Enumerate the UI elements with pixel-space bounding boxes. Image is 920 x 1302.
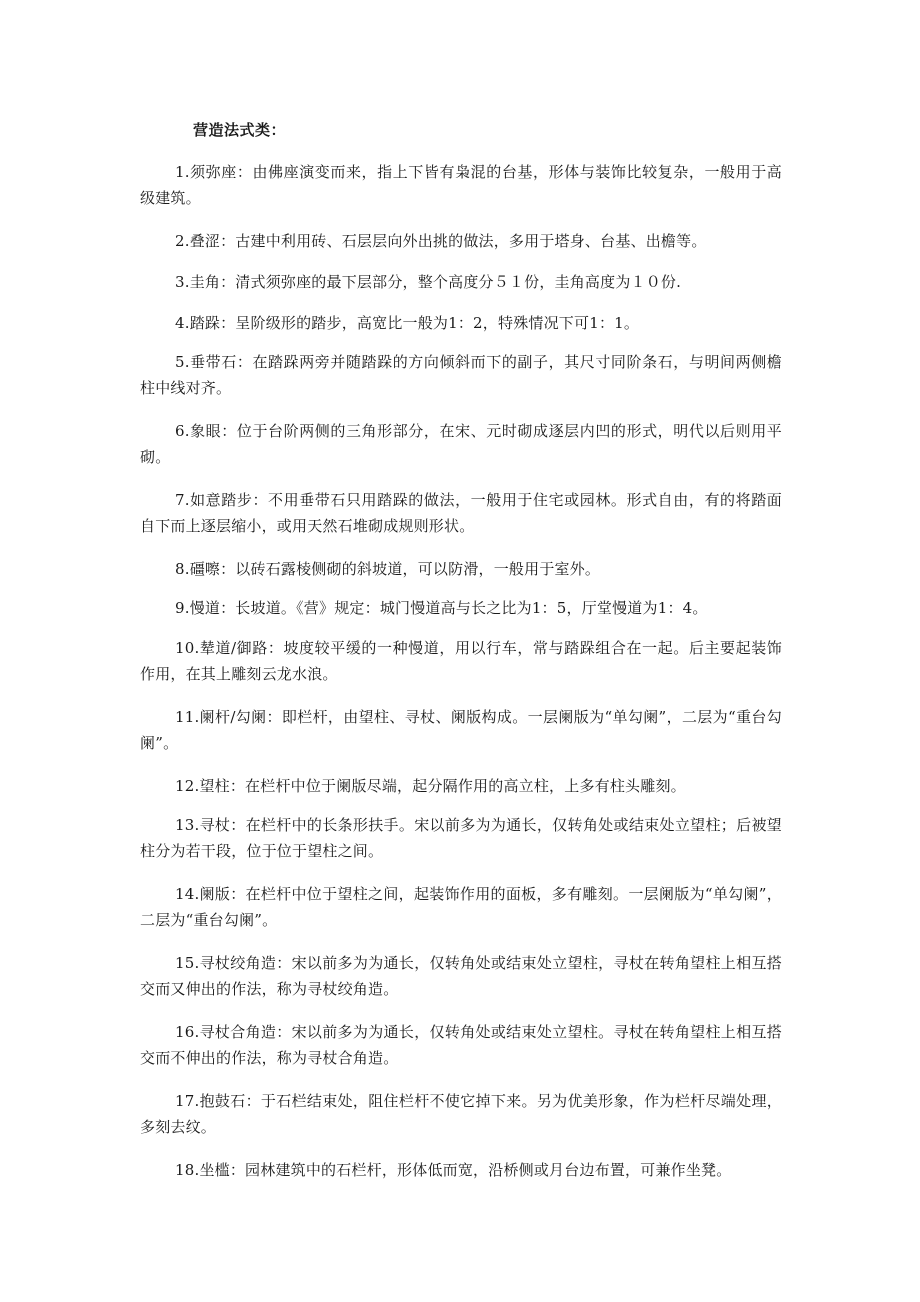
entry-item: 16.寻杖合角造：宋以前多为为通长，仅转角处或结束处立望柱。寻杖在转角望柱上相互搭交而不伸出的作法，称为寻杖合角造。	[140, 1023, 782, 1067]
entry-item: 9.慢道：长坡道。《营》规定：城门慢道高与长之比为1：5，厅堂慢道为1：4。	[175, 599, 708, 617]
entry-item: 13.寻杖：在栏杆中的长条形扶手。宋以前多为为通长，仅转角处或结束处立望柱；后被望柱分为若干段，位于位于望柱之间。	[140, 816, 782, 860]
entry-item: 18.坐槛：园林建筑中的石栏杆，形体低而宽，沿桥侧或月台边布置，可兼作坐凳。	[175, 1161, 732, 1179]
entry-item: 6.象眼：位于台阶两侧的三角形部分，在宋、元时砌成逐层内凹的形式，明代以后则用平砌。	[140, 422, 782, 466]
entry-item: 2.叠涩：古建中利用砖、石层层向外出挑的做法，多用于塔身、台基、出檐等。	[175, 232, 707, 250]
entry-item: 14.阑版：在栏杆中位于望柱之间，起装饰作用的面板，多有雕刻。一层阑版为“单勾阑”，二层为“重台勾阑”。	[140, 885, 782, 929]
entry-item: 8.礓嚓：以砖石露棱侧砌的斜坡道，可以防滑，一般用于室外。	[175, 560, 601, 578]
entry-item: 11.阑杆/勾阑：即栏杆，由望柱、寻杖、阑版构成。一层阑版为“单勾阑”，二层为“重台勾阑”。	[140, 708, 782, 752]
section-heading: 营造法式类：	[193, 121, 287, 139]
entry-item: 17.抱鼓石：于石栏结束处，阻住栏杆不使它掉下来。另为优美形象，作为栏杆尽端处理，多刻去纹。	[140, 1092, 782, 1136]
entry-item: 4.踏跺：呈阶级形的踏步，高宽比一般为1：2，特殊情况下可1：1。	[175, 314, 640, 332]
entry-item: 5.垂带石：在踏跺两旁并随踏跺的方向倾斜而下的副子，其尺寸同阶条石，与明间两侧檐柱中线对齐。	[140, 353, 782, 397]
entry-item: 15.寻杖绞角造：宋以前多为为通长，仅转角处或结束处立望柱，寻杖在转角望柱上相互搭交而又伸出的作法，称为寻杖绞角造。	[140, 954, 782, 998]
entry-item: 10.辇道/御路：坡度较平缓的一种慢道，用以行车，常与踏跺组合在一起。后主要起装饰作用，在其上雕刻云龙水浪。	[140, 639, 782, 683]
entry-item: 7.如意踏步：不用垂带石只用踏跺的做法，一般用于住宅或园林。形式自由，有的将踏面自下而上逐层缩小，或用天然石堆砌成规则形状。	[140, 491, 782, 535]
entry-item: 12.望柱：在栏杆中位于阑版尽端，起分隔作用的高立柱，上多有柱头雕刻。	[175, 777, 686, 795]
entry-item: 1.须弥座：由佛座演变而来，指上下皆有枭混的台基，形体与装饰比较复杂，一般用于高级建筑。	[140, 163, 782, 207]
entry-item: 3.圭角：清式须弥座的最下层部分，整个高度分５１份，圭角高度为１０份.	[175, 273, 682, 291]
